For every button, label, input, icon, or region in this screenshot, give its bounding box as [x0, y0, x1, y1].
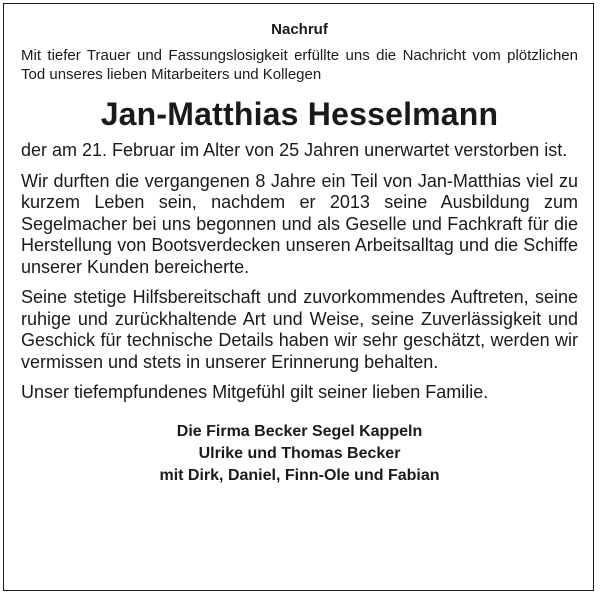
signature-company: Die Firma Becker Segel Kappeln	[176, 422, 423, 440]
intro-text: Mit tiefer Trauer und Fassungslosigkeit erfüllte uns die Nachricht vom plötzlichen Tod unseres lieben Mitarbeiters und Kollegen	[21, 47, 578, 83]
obituary-notice	[21, 20, 578, 487]
body-paragraph: der am 21. Februar im Alter von 25 Jahren unerwartet verstorben ist.	[21, 140, 568, 160]
body-paragraph: Wir durften die vergangenen 8 Jahre ein Teil von Jan-Matthias viel zu kurzem Leben sein, nachdem er 2013 seine Ausbildung zum Segelmacher bei uns begonnen und als Geselle und Fachkraft für die Herstellung von Bootsverdecken unseren Arbeitsalltag und die Schiffe unserer Kunden bereicherte.	[21, 170, 578, 277]
signature-block	[21, 421, 578, 487]
signature-colleagues: mit Dirk, Daniel, Finn-Ole und Fabian	[159, 466, 440, 484]
signature-owners: Ulrike und Thomas Becker	[198, 444, 401, 462]
body-paragraph: Seine stetige Hilfsbereitschaft und zuvorkommendes Auftreten, seine ruhige und zurückhaltende Art und Weise, seine Zuverlässigkeit und Geschick für technische Details haben wir sehr geschätzt, werden wir vermissen und stets in unserer Erinnerung behalten.	[21, 287, 578, 372]
deceased-name: Jan-Matthias Hesselmann	[100, 96, 499, 132]
body-paragraph: Unser tiefempfundenes Mitgefühl gilt seiner lieben Familie.	[21, 382, 489, 402]
notice-header: Nachruf	[271, 21, 328, 38]
